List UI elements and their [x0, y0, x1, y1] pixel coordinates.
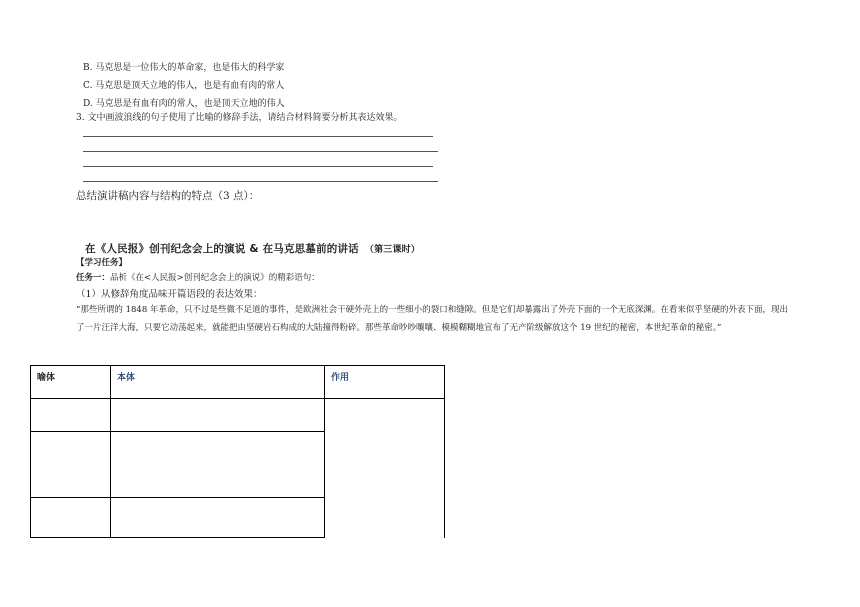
- lesson-title-text: 在《人民报》创刊纪念会上的演说 & 在马克思墓前的讲话: [85, 243, 359, 255]
- lesson-period: （第三课时）: [364, 245, 421, 255]
- cell-effect[interactable]: [325, 399, 445, 538]
- task-1-label: 任务一：: [76, 273, 111, 283]
- option-d: D. 马克思是有血有肉的常人，也是顶天立地的伟人: [83, 99, 285, 109]
- subtask-1: （1）从修辞角度品味开篇语段的表达效果：: [76, 289, 263, 300]
- task-1: [76, 271, 320, 283]
- quoted-passage: “那些所谓的 1848 年革命，只不过是些微不足道的事件，是欧洲社会干硬外壳上的一些细小的裂口和缝隙。但是它们却暴露出了外壳下面的一个无底深渊。在看来似乎坚硬的外表下面，现出了一片汪洋大海，只要它动荡起来，就能把由坚硬岩石构成的大陆撞得粉碎。那些革命吵吵嚷嚷、模模糊糊地宣布了无产阶级解放这个 19 世纪的秘密，本世纪革命的秘密。”: [76, 305, 788, 333]
- cell-vehicle-1[interactable]: [31, 399, 111, 432]
- option-c: C. 马克思是顶天立地的伟人，也是有血有肉的常人: [83, 81, 285, 91]
- lesson-title: [85, 241, 420, 256]
- cell-vehicle-3[interactable]: [31, 498, 111, 538]
- task-1-text: 品析《在<人民报>创刊纪念会上的演说》的精彩语句：: [110, 273, 320, 283]
- cell-vehicle-2[interactable]: [31, 432, 111, 498]
- question-3: 3. 文中画波浪线的句子使用了比喻的修辞手法，请结合材料简要分析其表达效果。: [76, 113, 403, 123]
- section-label: 【学习任务】: [76, 258, 128, 268]
- header-tenor: 本体: [111, 366, 325, 399]
- header-effect: 作用: [325, 366, 445, 399]
- cell-tenor-3[interactable]: [111, 498, 325, 538]
- analysis-table: [30, 365, 445, 538]
- answer-line: [83, 181, 438, 182]
- cell-tenor-2[interactable]: [111, 432, 325, 498]
- answer-line: [83, 166, 433, 167]
- answer-line: [83, 151, 438, 152]
- header-vehicle: 喻体: [31, 366, 111, 399]
- option-b: B. 马克思是一位伟大的革命家，也是伟大的科学家: [83, 63, 285, 73]
- cell-tenor-1[interactable]: [111, 399, 325, 432]
- answer-line: [83, 136, 433, 137]
- summary-prompt: 总结演讲稿内容与结构的特点（3 点）：: [76, 190, 260, 202]
